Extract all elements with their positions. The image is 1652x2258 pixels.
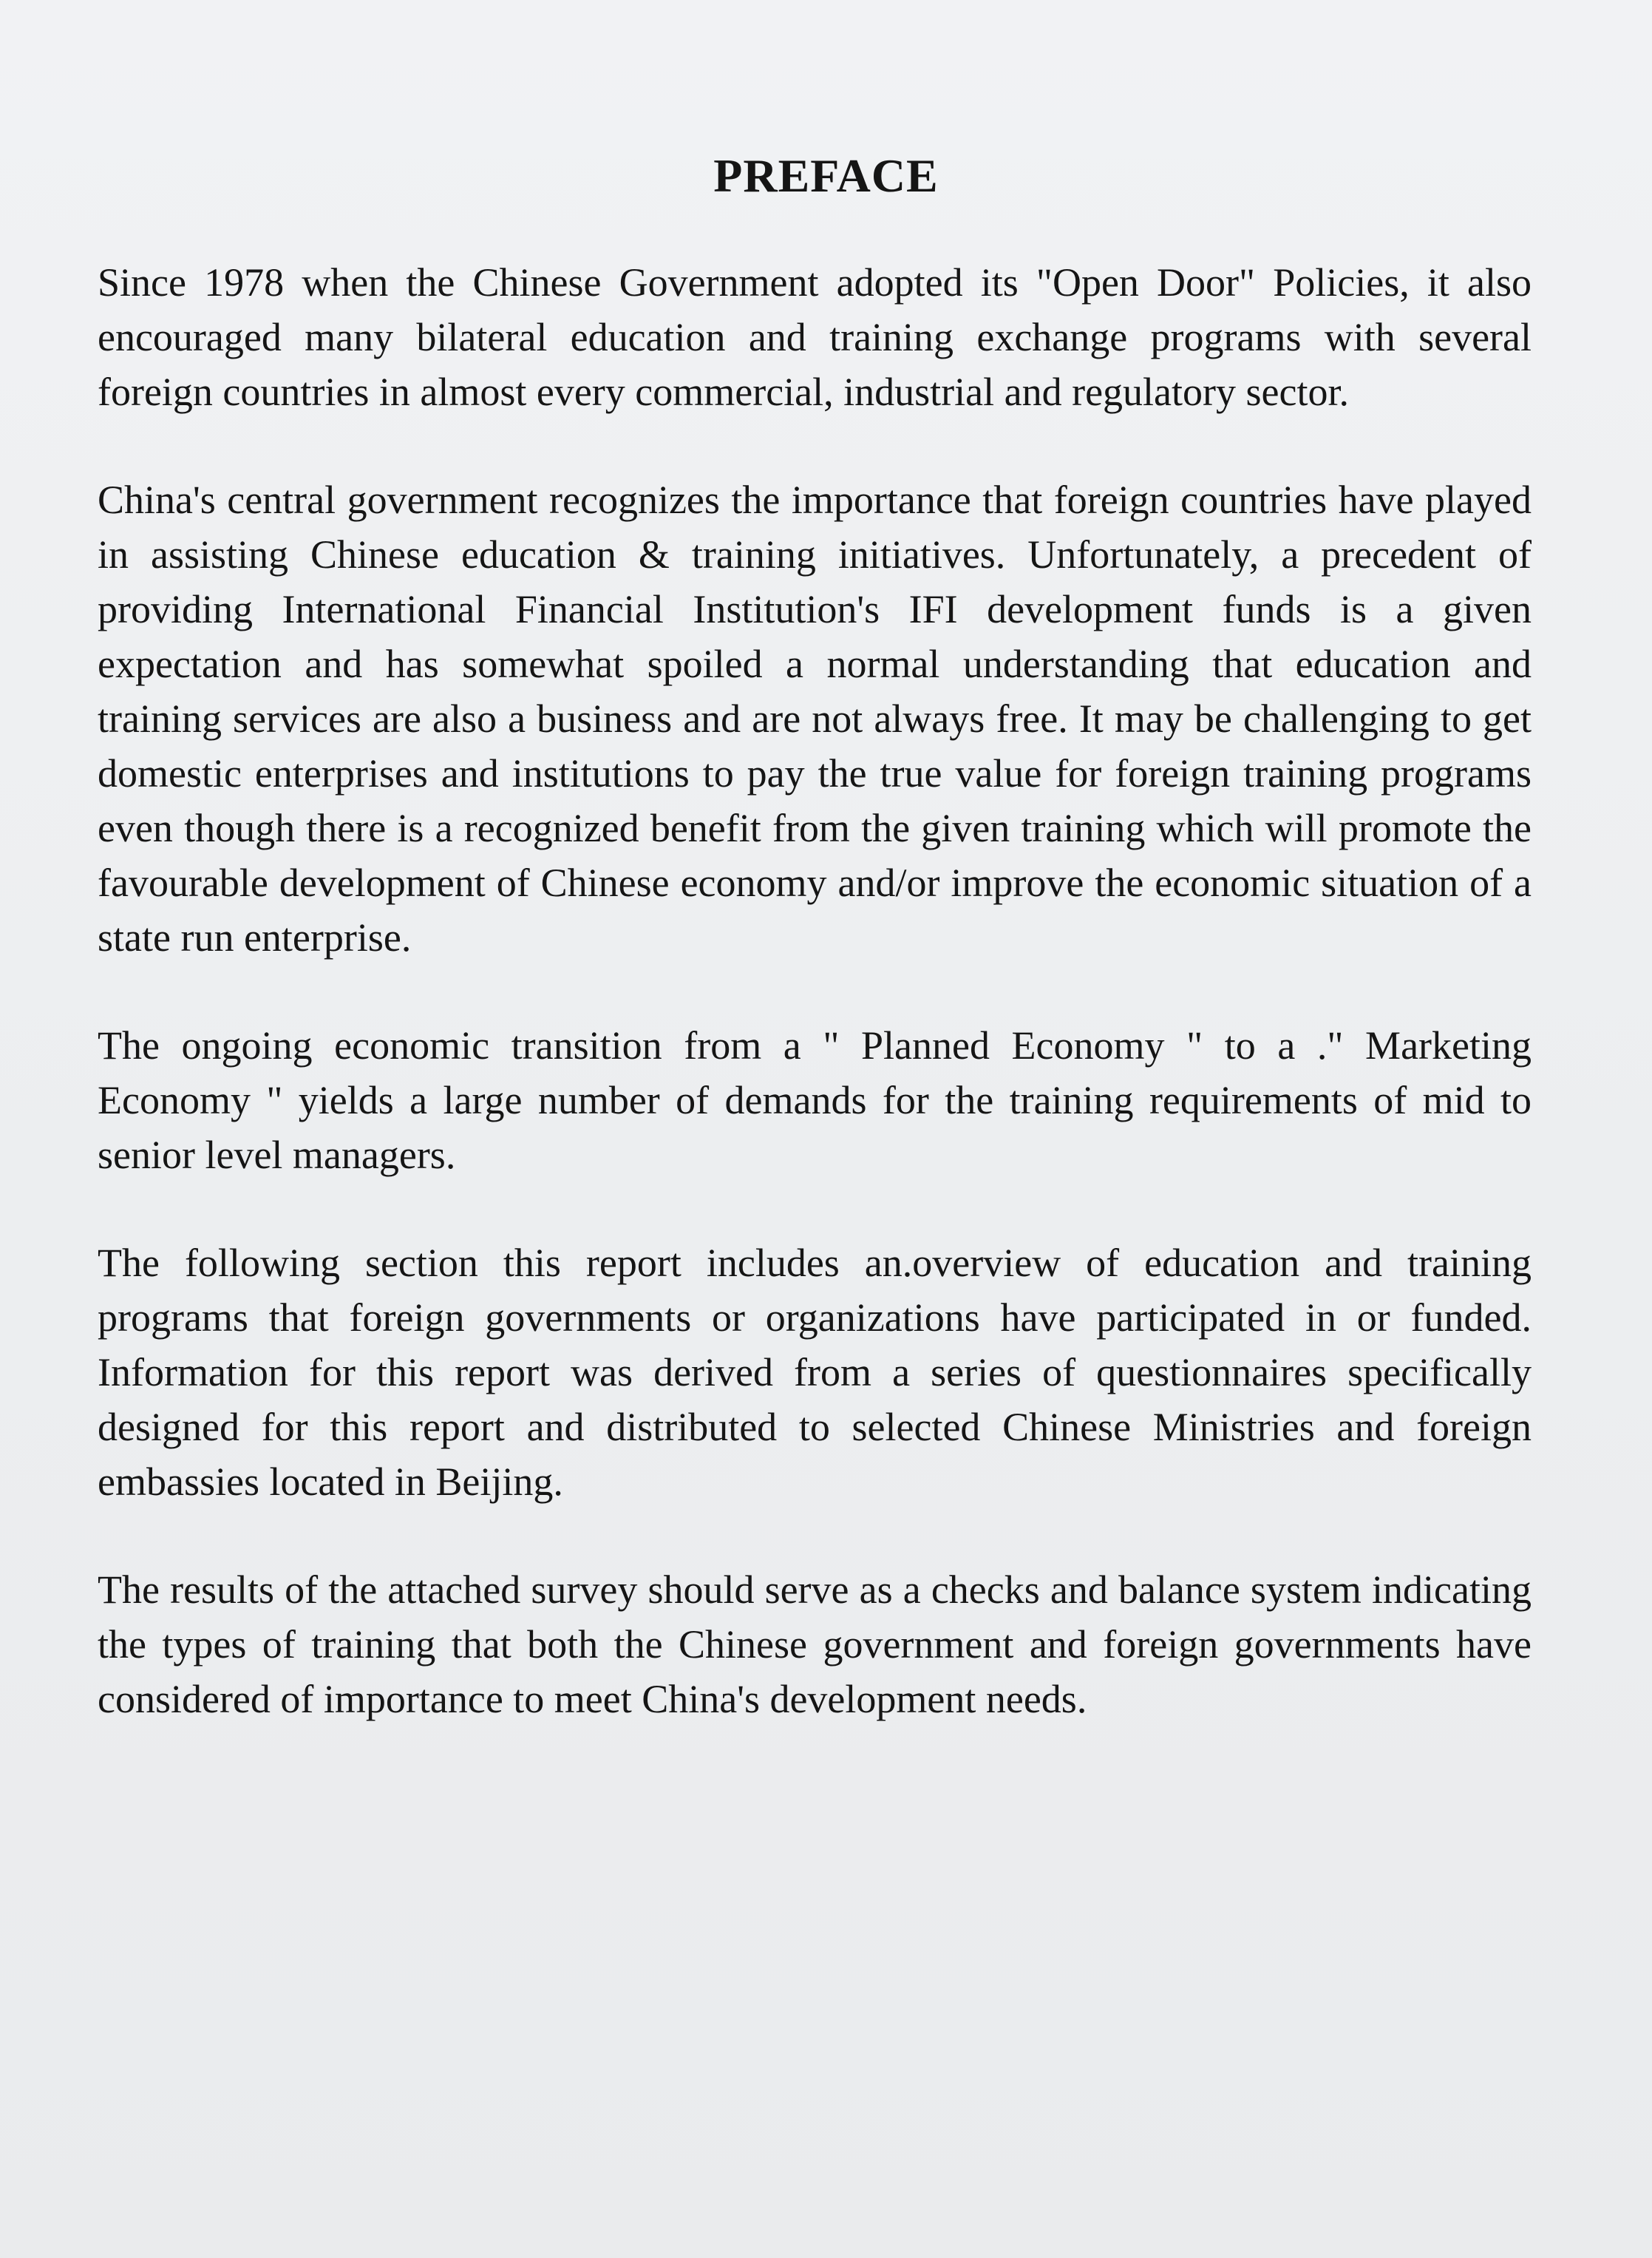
paragraph-economic-transition: The ongoing economic transition from a " Planned Economy " to a ." Marketing Economy " yields a large number of demands for the training requirements of mid to senior level managers. <box>98 1023 1532 1177</box>
preface-body <box>98 255 1532 1780</box>
paragraph-report-overview: The following section this report includes an.overview of education and training programs that foreign governments or organizations have participated in or funded. Information for this report was derived from a series of questionnaires specifically designed for this report and distributed to selected Chinese Ministries and foreign embassies located in Beijing. <box>98 1241 1532 1504</box>
paragraph-survey-results: The results of the attached survey should serve as a checks and balance system indicating the types of training that both the Chinese government and foreign governments have considered of importance to meet China's development needs. <box>98 1567 1532 1721</box>
paragraph-central-government: China's central government recognizes the importance that foreign countries have played in assisting Chinese education & training initiatives. Unfortunately, a precedent of providing International Financial Institution's IFI development funds is a given expectation and has somewhat spoiled a normal understanding that education and training services are also a business and are not always free. It may be challenging to get domestic enterprises and institutions to pay the true value for foreign training programs even though there is a recognized benefit from the given training which will promote the favourable development of Chinese economy and/or improve the economic situation of a state run enterprise. <box>98 478 1532 960</box>
page-title: PREFACE <box>713 149 939 202</box>
paragraph-open-door-policy: Since 1978 when the Chinese Government adopted its "Open Door" Policies, it also encouraged many bilateral education and training exchange programs with several foreign countries in almost every commercial, industrial and regulatory sector. <box>98 260 1532 414</box>
